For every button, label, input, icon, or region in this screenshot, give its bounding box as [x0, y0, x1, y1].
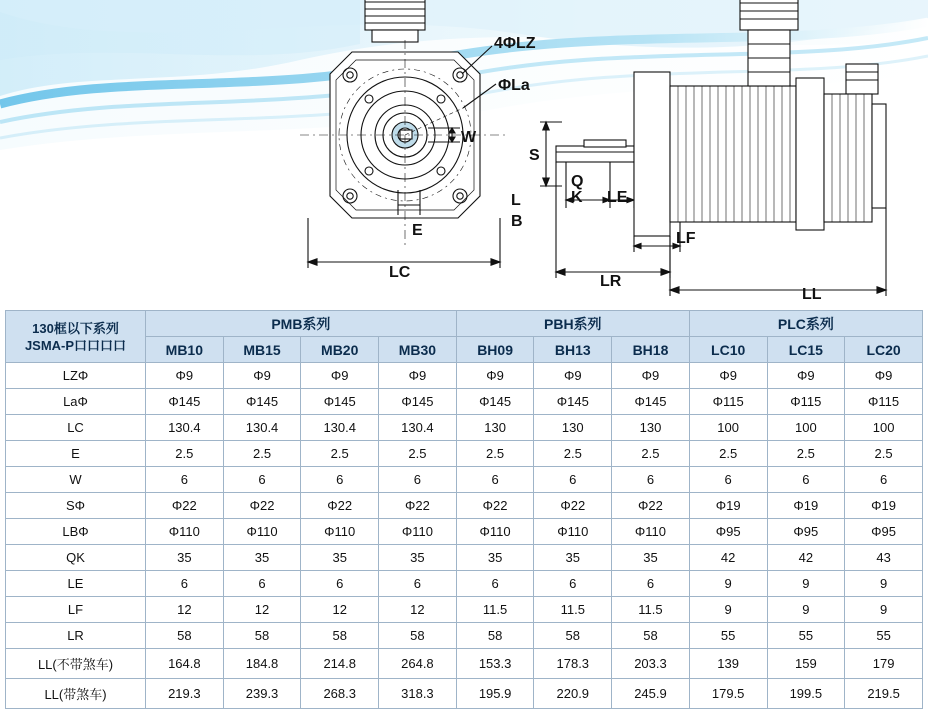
- table-cell: 100: [845, 415, 923, 441]
- header-banner: [0, 0, 928, 300]
- table-cell: 11.5: [612, 597, 690, 623]
- table-cell: 6: [301, 571, 379, 597]
- table-cell: 6: [379, 467, 457, 493]
- label-e: E: [412, 222, 423, 239]
- table-row: [6, 597, 923, 623]
- table-row: [6, 571, 923, 597]
- table-cell: Φ9: [534, 363, 612, 389]
- table-cell: 203.3: [612, 649, 690, 679]
- row-header: LaΦ: [6, 389, 146, 415]
- spec-table-corner: [6, 311, 146, 363]
- table-cell: 153.3: [456, 649, 534, 679]
- table-cell: 2.5: [689, 441, 767, 467]
- table-cell: 268.3: [301, 679, 379, 709]
- table-cell: 55: [689, 623, 767, 649]
- table-cell: Φ145: [146, 389, 224, 415]
- table-cell: Φ115: [767, 389, 845, 415]
- row-header: LF: [6, 597, 146, 623]
- table-cell: Φ95: [845, 519, 923, 545]
- table-cell: Φ145: [301, 389, 379, 415]
- table-cell: 11.5: [456, 597, 534, 623]
- label-s: S: [529, 147, 540, 164]
- table-cell: Φ9: [301, 363, 379, 389]
- table-cell: 2.5: [534, 441, 612, 467]
- table-cell: 55: [767, 623, 845, 649]
- table-cell: Φ22: [146, 493, 224, 519]
- row-header: E: [6, 441, 146, 467]
- table-cell: 130: [456, 415, 534, 441]
- table-cell: Φ110: [223, 519, 301, 545]
- table-cell: Φ9: [379, 363, 457, 389]
- table-cell: Φ22: [379, 493, 457, 519]
- row-header: LE: [6, 571, 146, 597]
- table-cell: 6: [379, 571, 457, 597]
- table-cell: 9: [689, 571, 767, 597]
- table-cell: 35: [379, 545, 457, 571]
- table-cell: 6: [612, 571, 690, 597]
- corner-line-2: JSMA-P口口口口: [24, 337, 127, 353]
- table-cell: 184.8: [223, 649, 301, 679]
- table-cell: 35: [612, 545, 690, 571]
- table-cell: 12: [379, 597, 457, 623]
- table-row: [6, 441, 923, 467]
- spec-table-wrapper: [5, 310, 923, 709]
- table-cell: 245.9: [612, 679, 690, 709]
- table-cell: 6: [456, 571, 534, 597]
- table-row: [6, 545, 923, 571]
- table-cell: 58: [146, 623, 224, 649]
- table-cell: 239.3: [223, 679, 301, 709]
- table-cell: 159: [767, 649, 845, 679]
- row-header: QK: [6, 545, 146, 571]
- table-row: [6, 363, 923, 389]
- table-cell: Φ145: [612, 389, 690, 415]
- dimension-drawing: [0, 0, 928, 300]
- table-row: [6, 519, 923, 545]
- table-cell: Φ110: [146, 519, 224, 545]
- label-4-lz: 4ΦLZ: [494, 35, 536, 52]
- table-cell: 199.5: [767, 679, 845, 709]
- table-cell: 6: [456, 467, 534, 493]
- table-cell: Φ145: [534, 389, 612, 415]
- table-cell: 6: [301, 467, 379, 493]
- table-cell: Φ22: [534, 493, 612, 519]
- table-cell: 130.4: [301, 415, 379, 441]
- table-cell: 43: [845, 545, 923, 571]
- row-header: LL(带煞车): [6, 679, 146, 709]
- table-cell: 58: [612, 623, 690, 649]
- table-row: [6, 679, 923, 709]
- table-cell: 2.5: [612, 441, 690, 467]
- row-header: LR: [6, 623, 146, 649]
- table-cell: 6: [223, 571, 301, 597]
- table-row: [6, 415, 923, 441]
- table-cell: 58: [223, 623, 301, 649]
- table-cell: 2.5: [146, 441, 224, 467]
- table-cell: 9: [767, 597, 845, 623]
- table-cell: 139: [689, 649, 767, 679]
- table-row: [6, 493, 923, 519]
- table-cell: 164.8: [146, 649, 224, 679]
- table-cell: Φ19: [845, 493, 923, 519]
- label-w: W: [461, 129, 477, 146]
- table-cell: Φ95: [689, 519, 767, 545]
- table-cell: 12: [223, 597, 301, 623]
- table-cell: 2.5: [845, 441, 923, 467]
- table-cell: 6: [845, 467, 923, 493]
- table-cell: Φ9: [456, 363, 534, 389]
- group-header-plc: PLC系列: [689, 311, 922, 337]
- table-cell: 35: [534, 545, 612, 571]
- table-cell: 195.9: [456, 679, 534, 709]
- table-row: [6, 649, 923, 679]
- table-cell: 58: [534, 623, 612, 649]
- table-cell: Φ95: [767, 519, 845, 545]
- spec-table-group-row: [6, 311, 923, 337]
- table-cell: 2.5: [379, 441, 457, 467]
- label-lf: LF: [676, 230, 696, 247]
- table-cell: 12: [301, 597, 379, 623]
- table-cell: Φ115: [845, 389, 923, 415]
- table-cell: 58: [456, 623, 534, 649]
- table-cell: 42: [767, 545, 845, 571]
- table-cell: 12: [146, 597, 224, 623]
- table-row: [6, 467, 923, 493]
- row-header: SΦ: [6, 493, 146, 519]
- row-header: LC: [6, 415, 146, 441]
- table-cell: 219.5: [845, 679, 923, 709]
- model-header-mb20: MB20: [301, 337, 379, 363]
- table-cell: 6: [146, 571, 224, 597]
- table-cell: 9: [845, 571, 923, 597]
- table-cell: 6: [534, 467, 612, 493]
- table-cell: 318.3: [379, 679, 457, 709]
- table-cell: Φ145: [456, 389, 534, 415]
- table-cell: 11.5: [534, 597, 612, 623]
- table-cell: Φ110: [612, 519, 690, 545]
- model-header-lc20: LC20: [845, 337, 923, 363]
- label-le: LE: [607, 189, 628, 206]
- row-header: LL(不带煞车): [6, 649, 146, 679]
- model-header-mb10: MB10: [146, 337, 224, 363]
- group-header-pmb: PMB系列: [146, 311, 457, 337]
- table-cell: 220.9: [534, 679, 612, 709]
- table-cell: 6: [146, 467, 224, 493]
- model-header-bh13: BH13: [534, 337, 612, 363]
- table-cell: 6: [534, 571, 612, 597]
- table-cell: 6: [689, 467, 767, 493]
- table-cell: 58: [379, 623, 457, 649]
- table-cell: 130: [612, 415, 690, 441]
- table-cell: 35: [223, 545, 301, 571]
- table-cell: 100: [767, 415, 845, 441]
- table-cell: 6: [223, 467, 301, 493]
- label-l: L: [511, 192, 521, 209]
- table-cell: 9: [689, 597, 767, 623]
- table-cell: Φ9: [845, 363, 923, 389]
- label-lc: LC: [389, 264, 411, 281]
- left-top-connector: [365, 0, 425, 42]
- model-header-mb15: MB15: [223, 337, 301, 363]
- spec-table: [5, 310, 923, 709]
- table-cell: Φ110: [534, 519, 612, 545]
- table-cell: 2.5: [223, 441, 301, 467]
- label-lr: LR: [600, 273, 622, 290]
- table-cell: Φ110: [379, 519, 457, 545]
- table-cell: 2.5: [767, 441, 845, 467]
- table-cell: 58: [301, 623, 379, 649]
- table-cell: Φ110: [301, 519, 379, 545]
- label-ll: LL: [802, 286, 822, 300]
- table-row: [6, 389, 923, 415]
- label-b: B: [511, 213, 523, 230]
- table-cell: Φ22: [612, 493, 690, 519]
- table-cell: 179.5: [689, 679, 767, 709]
- table-cell: Φ19: [689, 493, 767, 519]
- right-shaft: [556, 140, 634, 162]
- table-cell: 55: [845, 623, 923, 649]
- row-header: W: [6, 467, 146, 493]
- table-cell: Φ22: [301, 493, 379, 519]
- spec-table-head: [6, 311, 923, 363]
- table-cell: 35: [456, 545, 534, 571]
- model-header-bh09: BH09: [456, 337, 534, 363]
- row-header: LZΦ: [6, 363, 146, 389]
- table-row: [6, 623, 923, 649]
- table-cell: 9: [845, 597, 923, 623]
- table-cell: Φ9: [612, 363, 690, 389]
- table-cell: Φ9: [146, 363, 224, 389]
- table-cell: 9: [767, 571, 845, 597]
- table-cell: Φ19: [767, 493, 845, 519]
- model-header-lc15: LC15: [767, 337, 845, 363]
- model-header-bh18: BH18: [612, 337, 690, 363]
- table-cell: 6: [612, 467, 690, 493]
- table-cell: 35: [146, 545, 224, 571]
- table-cell: 100: [689, 415, 767, 441]
- table-cell: Φ145: [223, 389, 301, 415]
- model-header-mb30: MB30: [379, 337, 457, 363]
- table-cell: Φ22: [223, 493, 301, 519]
- table-cell: 179: [845, 649, 923, 679]
- spec-table-body: [6, 363, 923, 709]
- table-cell: 130.4: [223, 415, 301, 441]
- row-header: LBΦ: [6, 519, 146, 545]
- table-cell: Φ22: [456, 493, 534, 519]
- table-cell: 264.8: [379, 649, 457, 679]
- table-cell: 178.3: [534, 649, 612, 679]
- table-cell: Φ145: [379, 389, 457, 415]
- label-la: ΦLa: [498, 77, 530, 94]
- table-cell: Φ9: [223, 363, 301, 389]
- table-cell: 2.5: [301, 441, 379, 467]
- table-cell: 130: [534, 415, 612, 441]
- label-q: Q: [571, 173, 584, 190]
- table-cell: Φ115: [689, 389, 767, 415]
- table-cell: 6: [767, 467, 845, 493]
- label-k: K: [571, 189, 583, 206]
- corner-line-1: 130框以下系列: [32, 320, 119, 336]
- table-cell: 130.4: [379, 415, 457, 441]
- group-header-pbh: PBH系列: [456, 311, 689, 337]
- table-cell: 42: [689, 545, 767, 571]
- table-cell: 130.4: [146, 415, 224, 441]
- table-cell: 219.3: [146, 679, 224, 709]
- table-cell: 214.8: [301, 649, 379, 679]
- model-header-lc10: LC10: [689, 337, 767, 363]
- table-cell: 2.5: [456, 441, 534, 467]
- table-cell: Φ9: [767, 363, 845, 389]
- table-cell: 35: [301, 545, 379, 571]
- table-cell: Φ110: [456, 519, 534, 545]
- table-cell: Φ9: [689, 363, 767, 389]
